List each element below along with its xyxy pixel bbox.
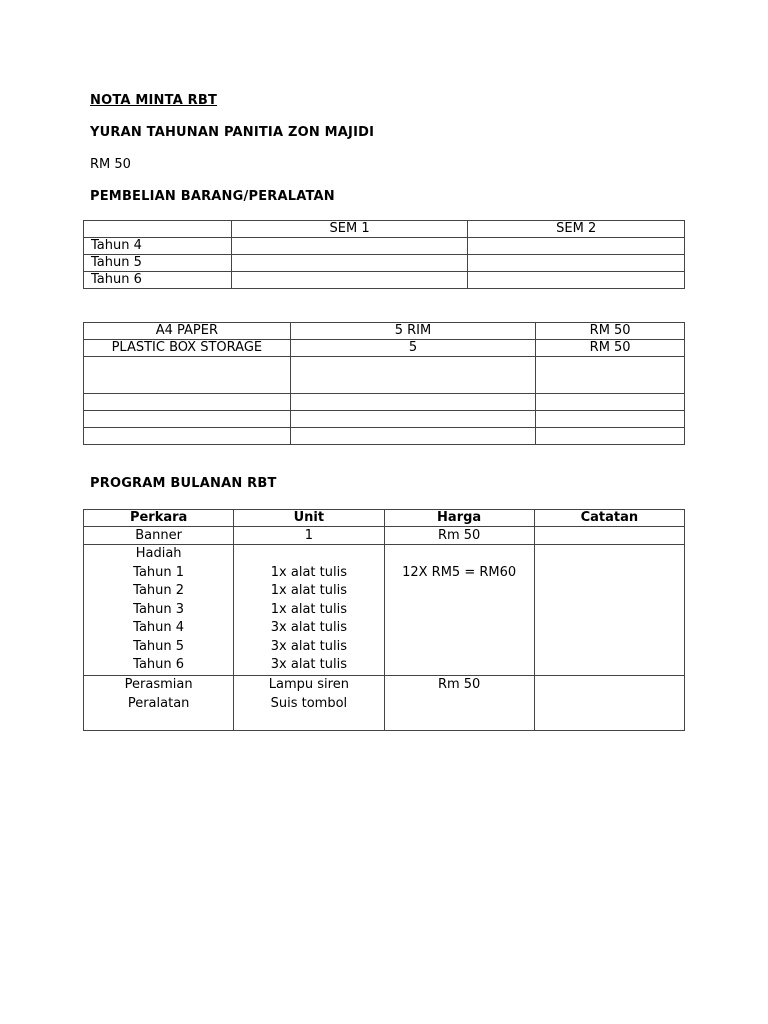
table-cell	[84, 221, 232, 238]
table-cell	[468, 255, 685, 272]
table-row	[84, 394, 685, 411]
unit-line: 1x alat tulis	[270, 564, 347, 580]
table-row	[84, 272, 685, 289]
program-heading: PROGRAM BULANAN RBT	[90, 476, 277, 491]
price-cell: RM 50	[536, 323, 685, 340]
unit-line: 1x alat tulis	[270, 601, 347, 617]
purchase-heading: PEMBELIAN BARANG/PERALATAN	[90, 189, 335, 204]
table-cell	[536, 428, 685, 445]
table-row	[84, 340, 685, 357]
table-cell	[468, 272, 685, 289]
table-header-row	[84, 510, 685, 527]
sem2-header: SEM 2	[468, 221, 685, 238]
table-cell	[84, 394, 291, 411]
item-line: Tahun 3	[133, 601, 185, 617]
item-line: Hadiah	[135, 546, 182, 561]
table-row	[84, 357, 685, 394]
unit-line: 3x alat tulis	[270, 657, 347, 672]
unit-line: Lampu siren	[268, 677, 349, 692]
table-cell	[84, 428, 291, 445]
table-row	[84, 527, 685, 545]
qty-cell: 5 RIM	[290, 323, 536, 340]
price-cell	[384, 545, 534, 676]
row-label: Tahun 5	[84, 255, 232, 272]
semester-table	[83, 220, 685, 289]
table-cell	[84, 357, 291, 394]
table-cell	[536, 411, 685, 428]
unit-cell: 1	[234, 527, 384, 545]
table-row	[84, 676, 685, 731]
table-cell	[231, 238, 468, 255]
qty-cell: 5	[290, 340, 536, 357]
table-cell	[468, 238, 685, 255]
col-header-harga: Harga	[384, 510, 534, 527]
item-cell	[84, 676, 234, 731]
item-line: Tahun 4	[133, 620, 185, 635]
note-cell	[534, 527, 684, 545]
price-cell: Rm 50	[384, 527, 534, 545]
price-line: 12X RM5 = RM60	[402, 564, 517, 580]
table-row	[84, 238, 685, 255]
fee-heading: YURAN TAHUNAN PANITIA ZON MAJIDI	[90, 125, 375, 140]
table-cell	[290, 411, 536, 428]
item-cell: Banner	[84, 527, 234, 545]
item-line: Perasmian	[124, 677, 193, 692]
unit-cell	[234, 676, 384, 731]
unit-cell	[234, 545, 384, 676]
row-label: Tahun 4	[84, 238, 232, 255]
table-cell	[231, 272, 468, 289]
document-title: NOTA MINTA RBT	[90, 93, 218, 108]
table-row	[84, 428, 685, 445]
item-line: Tahun 6	[133, 657, 185, 672]
table-row	[84, 323, 685, 340]
table-cell	[290, 394, 536, 411]
unit-line: 3x alat tulis	[270, 620, 347, 635]
sem1-header: SEM 1	[231, 221, 468, 238]
item-line: Tahun 1	[133, 564, 185, 580]
item-cell: PLASTIC BOX STORAGE	[84, 340, 291, 357]
table-cell	[84, 411, 291, 428]
table-row	[84, 255, 685, 272]
item-line: Tahun 5	[133, 638, 185, 654]
price-cell: RM 50	[536, 340, 685, 357]
note-cell	[534, 545, 684, 676]
program-table	[83, 509, 685, 731]
unit-line: Suis tombol	[270, 695, 348, 711]
note-cell	[534, 676, 684, 731]
item-cell: A4 PAPER	[84, 323, 291, 340]
purchase-table	[83, 322, 685, 445]
price-cell	[384, 676, 534, 731]
unit-line: 1x alat tulis	[270, 583, 347, 598]
table-cell	[231, 255, 468, 272]
item-line: Tahun 2	[133, 583, 185, 598]
table-cell	[290, 428, 536, 445]
table-cell	[536, 394, 685, 411]
table-cell	[536, 357, 685, 394]
table-cell	[290, 357, 536, 394]
fee-amount: RM 50	[90, 157, 131, 172]
col-header-perkara: Perkara	[84, 510, 234, 527]
col-header-unit: Unit	[234, 510, 384, 527]
col-header-catatan: Catatan	[534, 510, 684, 527]
table-row	[84, 221, 685, 238]
table-row	[84, 545, 685, 676]
unit-line: 3x alat tulis	[270, 638, 347, 654]
item-cell	[84, 545, 234, 676]
item-line: Peralatan	[127, 695, 190, 711]
price-line: Rm 50	[437, 677, 481, 692]
row-label: Tahun 6	[84, 272, 232, 289]
table-row	[84, 411, 685, 428]
